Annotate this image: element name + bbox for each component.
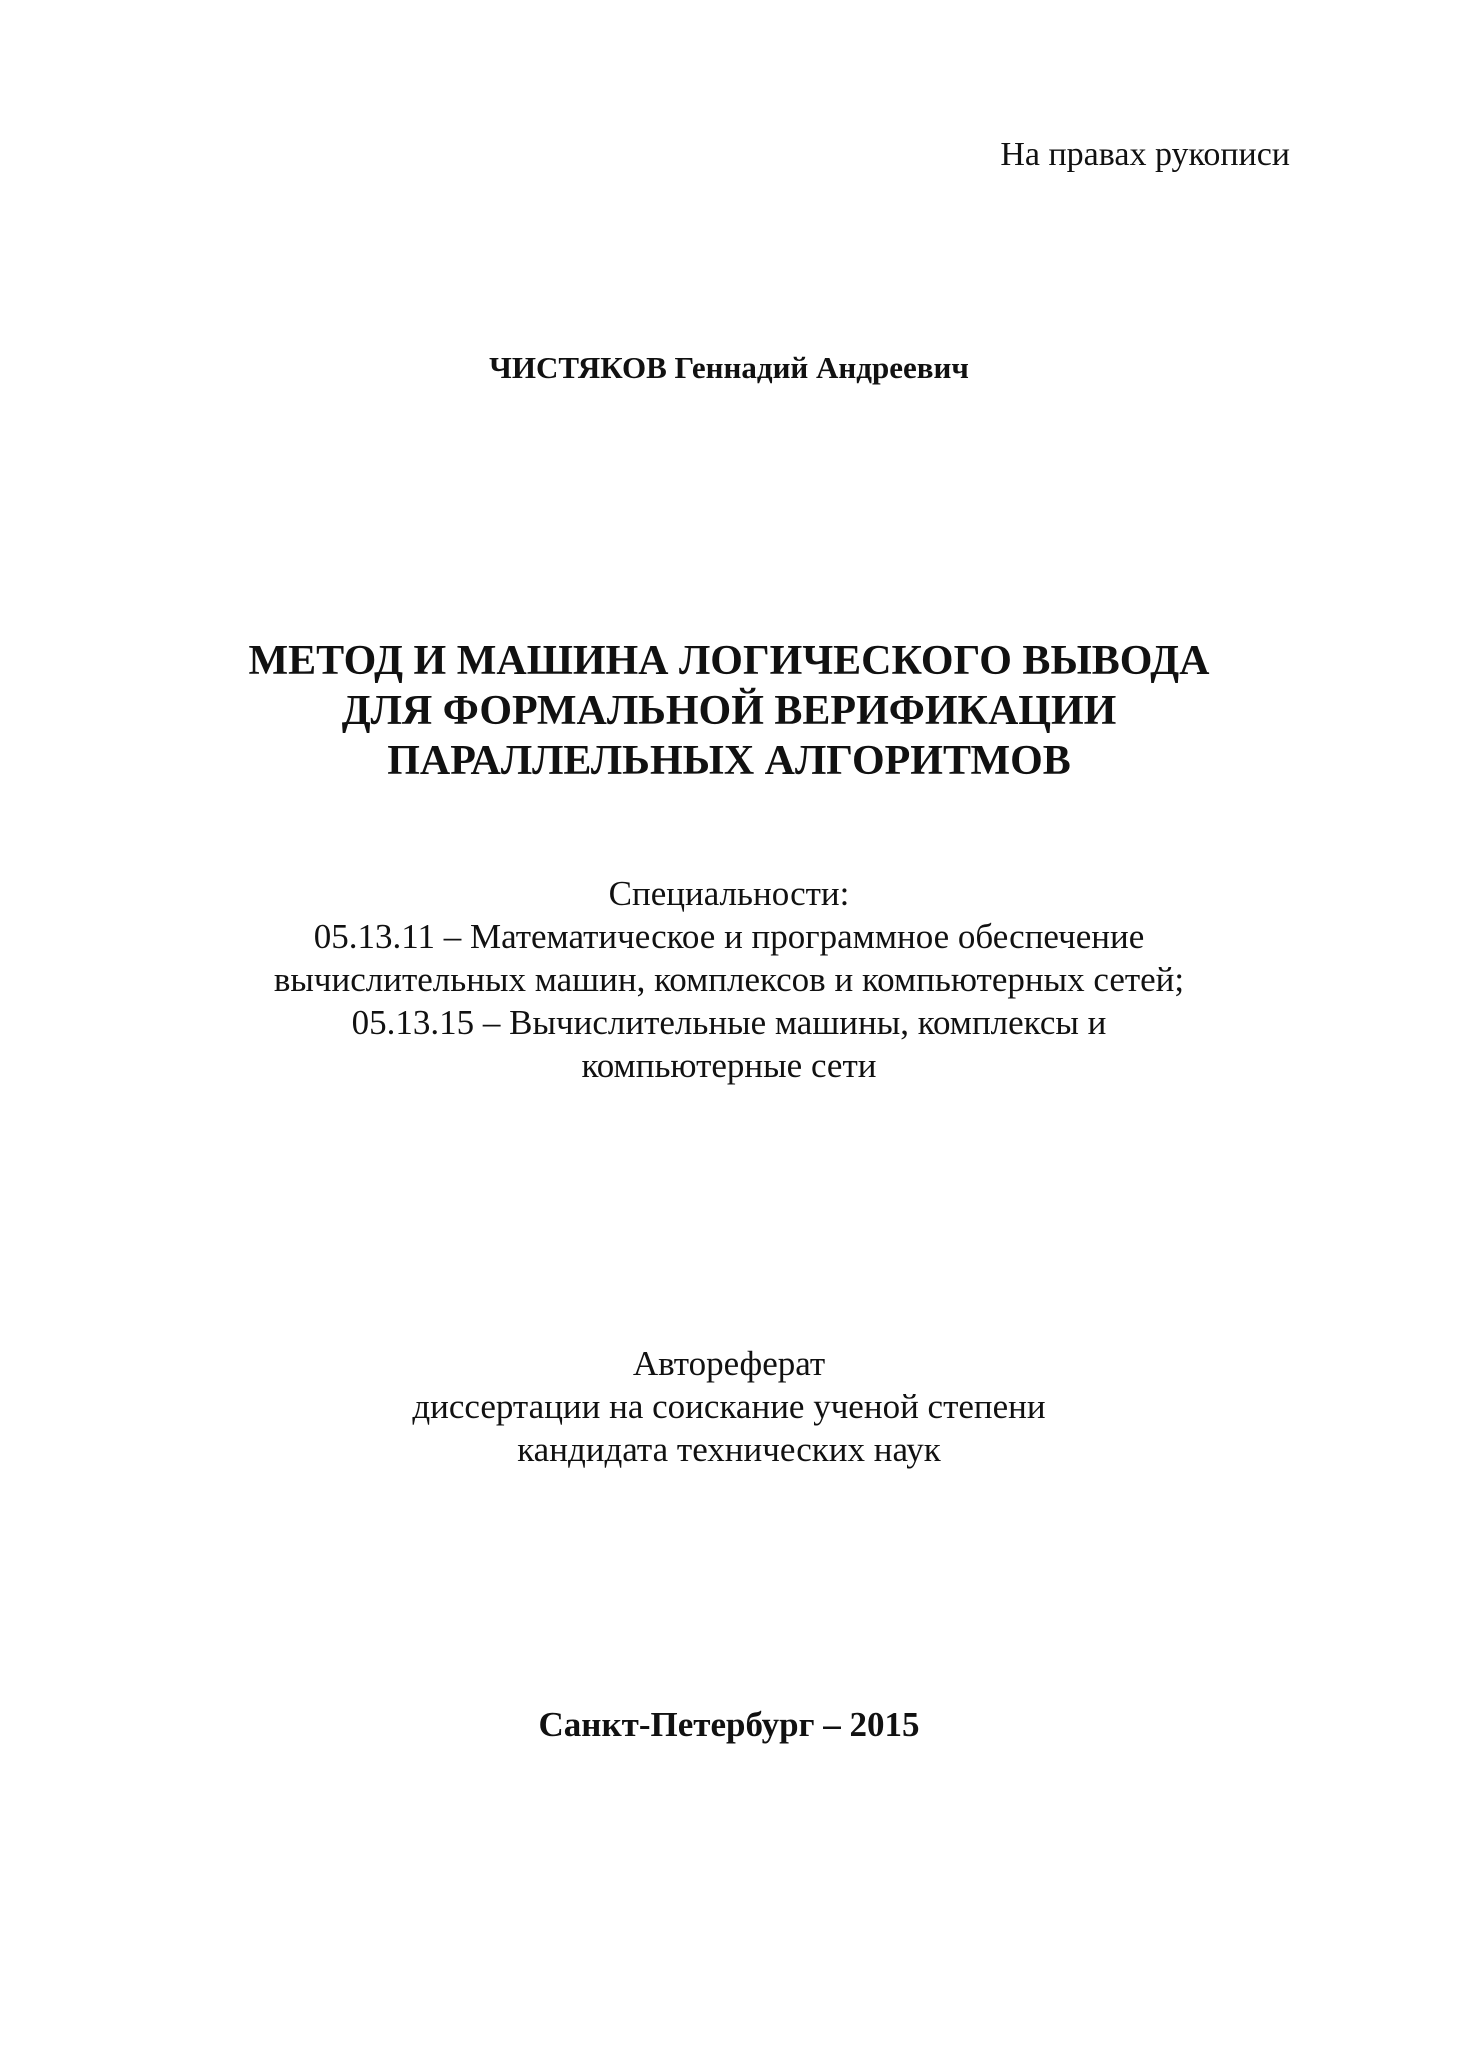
- author-surname: ЧИСТЯКОВ: [489, 350, 667, 385]
- specialty-line: 05.13.15 – Вычислительные машины, комплексы и: [351, 1003, 1107, 1042]
- title-line: ДЛЯ ФОРМАЛЬНОЙ ВЕРИФИКАЦИИ: [341, 688, 1117, 734]
- title-line: ПАРАЛЛЕЛЬНЫХ АЛГОРИТМОВ: [387, 738, 1071, 784]
- author-given-names: Геннадий Андреевич: [674, 350, 969, 385]
- city-year: Санкт-Петербург – 2015: [538, 1705, 920, 1744]
- specialties-block: [0, 872, 1458, 1087]
- abstract-line: диссертации на соискание ученой степени: [412, 1387, 1046, 1426]
- document-title: [0, 636, 1458, 786]
- author-name: [0, 348, 1458, 388]
- manuscript-note: На правах рукописи: [1000, 136, 1290, 173]
- abstract-line: Автореферат: [632, 1344, 826, 1383]
- title-line: МЕТОД И МАШИНА ЛОГИЧЕСКОГО ВЫВОДА: [248, 638, 1210, 684]
- specialty-line: компьютерные сети: [581, 1046, 877, 1085]
- specialties-heading: Специальности:: [608, 874, 850, 913]
- abstract-block: [0, 1342, 1458, 1471]
- specialty-line: вычислительных машин, комплексов и компьютерных сетей;: [273, 960, 1185, 999]
- abstract-line: кандидата технических наук: [517, 1430, 941, 1469]
- specialty-line: 05.13.11 – Математическое и программное обеспечение: [313, 917, 1145, 956]
